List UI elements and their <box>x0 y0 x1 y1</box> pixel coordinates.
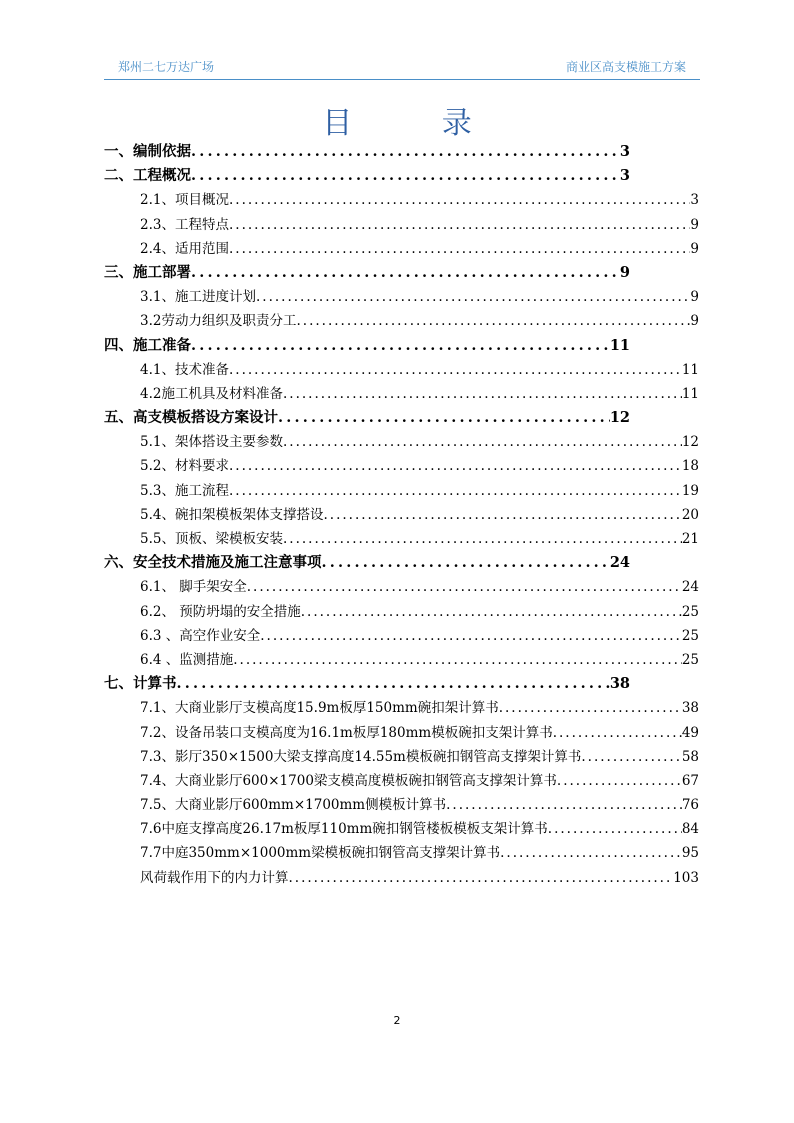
toc-subsection-entry[interactable] <box>104 188 699 212</box>
toc-entry-page: 58 <box>681 748 699 765</box>
toc-entry-page: 38 <box>681 700 699 717</box>
toc-subsection-entry[interactable] <box>104 503 699 527</box>
toc-section-entry[interactable] <box>104 140 630 164</box>
toc-leader-dots <box>229 213 690 237</box>
toc-leader-dots <box>229 188 690 212</box>
toc-subsection-entry[interactable] <box>104 309 699 333</box>
toc-leader-dots <box>229 358 682 382</box>
toc-subsection-entry[interactable] <box>104 624 699 648</box>
toc-entry-label: 5.3、施工流程 <box>140 482 229 499</box>
toc-leader-dots <box>446 793 682 817</box>
toc-leader-dots <box>301 600 682 624</box>
toc-entry-label: 3.2劳动力组织及职责分工 <box>140 313 297 330</box>
toc-leader-dots <box>191 261 620 285</box>
toc-entry-label: 7.2、设备吊装口支模高度为16.1m板厚180mm模板碗扣支架计算书 <box>140 724 553 741</box>
toc-entry-page: 11 <box>681 385 699 402</box>
toc-entry-label: 7.3、影厅350×1500大梁支撑高度14.55m模板碗扣钢管高支撑架计算书 <box>140 748 582 765</box>
toc-section-entry[interactable] <box>104 261 630 285</box>
toc-leader-dots <box>229 454 682 478</box>
toc-entry-page: 9 <box>619 263 630 281</box>
toc-subsection-entry[interactable] <box>104 358 699 382</box>
toc-entry-label: 3.1、施工进度计划 <box>140 289 256 306</box>
toc-leader-dots <box>191 334 610 358</box>
toc-entry-page: 9 <box>690 240 699 257</box>
toc-entry-page: 103 <box>673 869 699 886</box>
toc-entry-label: 六、安全技术措施及施工注意事项 <box>104 554 322 572</box>
toc-leader-dots <box>177 672 610 696</box>
toc-subsection-entry[interactable] <box>104 237 699 261</box>
toc-subsection-entry[interactable] <box>104 527 699 551</box>
toc-entry-page: 18 <box>681 458 699 475</box>
toc-leader-dots <box>247 575 682 599</box>
page-number: 2 <box>393 1014 401 1027</box>
toc-leader-dots <box>278 406 610 430</box>
toc-entry-page: 20 <box>681 506 699 523</box>
toc-entry-page: 24 <box>681 579 699 596</box>
toc-leader-dots <box>296 309 690 333</box>
toc-subsection-entry[interactable] <box>104 430 699 454</box>
toc-leader-dots <box>548 817 682 841</box>
toc-leader-dots <box>500 841 682 865</box>
toc-leader-dots <box>581 745 681 769</box>
toc-entry-page: 25 <box>681 651 699 668</box>
toc-entry-page: 38 <box>609 675 630 693</box>
toc-entry-label: 5.1、架体搭设主要参数 <box>140 434 283 451</box>
toc-leader-dots <box>256 285 690 309</box>
toc-leader-dots <box>233 648 682 672</box>
toc-leader-dots <box>553 721 682 745</box>
toc-subsection-entry[interactable] <box>104 454 699 478</box>
toc-subsection-entry[interactable] <box>104 696 699 720</box>
toc-entry-label: 风荷载作用下的内力计算 <box>140 869 289 886</box>
table-of-contents <box>104 140 699 890</box>
toc-entry-page: 25 <box>681 603 699 620</box>
toc-leader-dots <box>557 769 682 793</box>
toc-entry-page: 3 <box>619 167 630 185</box>
toc-entry-page: 24 <box>609 554 630 572</box>
toc-entry-label: 5.4、碗扣架模板架体支撑搭设 <box>140 506 324 523</box>
toc-entry-label: 6.2、 预防坍塌的安全措施 <box>140 603 301 620</box>
toc-entry-label: 五、高支模板搭设方案设计 <box>104 409 278 427</box>
toc-subsection-entry[interactable] <box>104 648 699 672</box>
toc-leader-dots <box>283 382 682 406</box>
header-rule <box>104 79 700 80</box>
toc-section-entry[interactable] <box>104 672 630 696</box>
toc-entry-page: 12 <box>681 434 699 451</box>
toc-entry-page: 19 <box>681 482 699 499</box>
toc-entry-label: 7.4、大商业影厅600×1700梁支模高度模板碗扣钢管高支撑架计算书 <box>140 772 557 789</box>
toc-entry-page: 12 <box>609 409 630 427</box>
toc-entry-page: 25 <box>681 627 699 644</box>
toc-leader-dots <box>283 430 682 454</box>
toc-entry-page: 21 <box>681 531 699 547</box>
header-right: 商业区高支模施工方案 <box>565 60 686 74</box>
toc-entry-label: 2.3、工程特点 <box>140 216 229 233</box>
header-left: 郑州二七万达广场 <box>118 60 215 74</box>
toc-entry-label: 7.6中庭支撑高度26.17m板厚110mm碗扣钢管楼板模板支架计算书 <box>140 821 548 838</box>
toc-leader-dots <box>229 237 690 261</box>
toc-entry-label: 七、计算书 <box>104 675 177 693</box>
toc-section-entry[interactable] <box>104 334 630 358</box>
toc-entry-page: 9 <box>690 289 699 306</box>
toc-entry-page: 76 <box>681 797 699 814</box>
toc-subsection-entry[interactable] <box>104 213 699 237</box>
toc-leader-dots <box>499 696 682 720</box>
toc-entry-page: 49 <box>681 724 699 741</box>
toc-entry-page: 3 <box>619 143 630 160</box>
toc-entry-page: 95 <box>681 845 699 862</box>
toc-subsection-entry[interactable] <box>104 841 699 865</box>
toc-entry-label: 二、工程概况 <box>104 167 191 185</box>
toc-entry-label: 四、施工准备 <box>104 336 191 354</box>
toc-section-entry[interactable] <box>104 406 630 430</box>
toc-entry-label: 一、编制依据 <box>104 143 191 160</box>
toc-entry-page: 11 <box>681 361 699 378</box>
toc-leader-dots <box>191 140 620 164</box>
toc-entry-label: 2.4、适用范围 <box>140 240 229 257</box>
toc-entry-label: 6.4 、监测措施 <box>140 651 234 668</box>
toc-entry-page: 84 <box>681 821 699 838</box>
toc-entry-label: 7.7中庭350mm×1000mm梁模板碗扣钢管高支撑架计算书 <box>140 845 501 862</box>
toc-section-entry[interactable] <box>104 164 630 188</box>
toc-entry-page: 3 <box>690 192 699 209</box>
toc-entry-label: 6.3 、高空作业安全 <box>140 627 261 644</box>
toc-subsection-entry[interactable] <box>104 866 699 890</box>
toc-subsection-entry[interactable] <box>104 793 699 817</box>
toc-entry-label: 7.5、大商业影厅600mm×1700mm侧模板计算书 <box>140 797 447 814</box>
toc-subsection-entry[interactable] <box>104 382 699 406</box>
toc-subsection-entry[interactable] <box>104 285 699 309</box>
toc-subsection-entry[interactable] <box>104 817 699 841</box>
toc-leader-dots <box>289 866 674 890</box>
toc-entry-label: 三、施工部署 <box>104 263 191 281</box>
toc-entry-label: 6.1、 脚手架安全 <box>140 579 247 596</box>
toc-subsection-entry[interactable] <box>104 479 699 503</box>
toc-entry-label: 7.1、大商业影厅支模高度15.9m板厚150mm碗扣架计算书 <box>140 700 499 717</box>
toc-subsection-entry[interactable] <box>104 745 699 769</box>
toc-entry-label: 5.2、材料要求 <box>140 458 229 475</box>
toc-section-entry[interactable] <box>104 551 630 575</box>
toc-entry-label: 5.5、顶板、梁模板安装 <box>140 531 283 547</box>
toc-entry-label: 2.1、项目概况 <box>140 192 229 209</box>
toc-leader-dots <box>323 503 681 527</box>
toc-subsection-entry[interactable] <box>104 600 699 624</box>
toc-subsection-entry[interactable] <box>104 721 699 745</box>
toc-subsection-entry[interactable] <box>104 769 699 793</box>
toc-entry-page: 9 <box>690 313 699 330</box>
toc-entry-page: 11 <box>609 336 630 354</box>
toc-leader-dots <box>283 527 682 551</box>
toc-leader-dots <box>322 551 610 575</box>
toc-leader-dots <box>191 164 620 188</box>
toc-subsection-entry[interactable] <box>104 575 699 599</box>
toc-title: 目 录 <box>322 106 512 141</box>
toc-leader-dots <box>260 624 682 648</box>
toc-entry-label: 4.2施工机具及材料准备 <box>140 385 283 402</box>
toc-leader-dots <box>229 479 682 503</box>
toc-entry-label: 4.1、技术准备 <box>140 361 229 378</box>
toc-entry-page: 9 <box>690 216 699 233</box>
toc-entry-page: 67 <box>681 772 699 789</box>
